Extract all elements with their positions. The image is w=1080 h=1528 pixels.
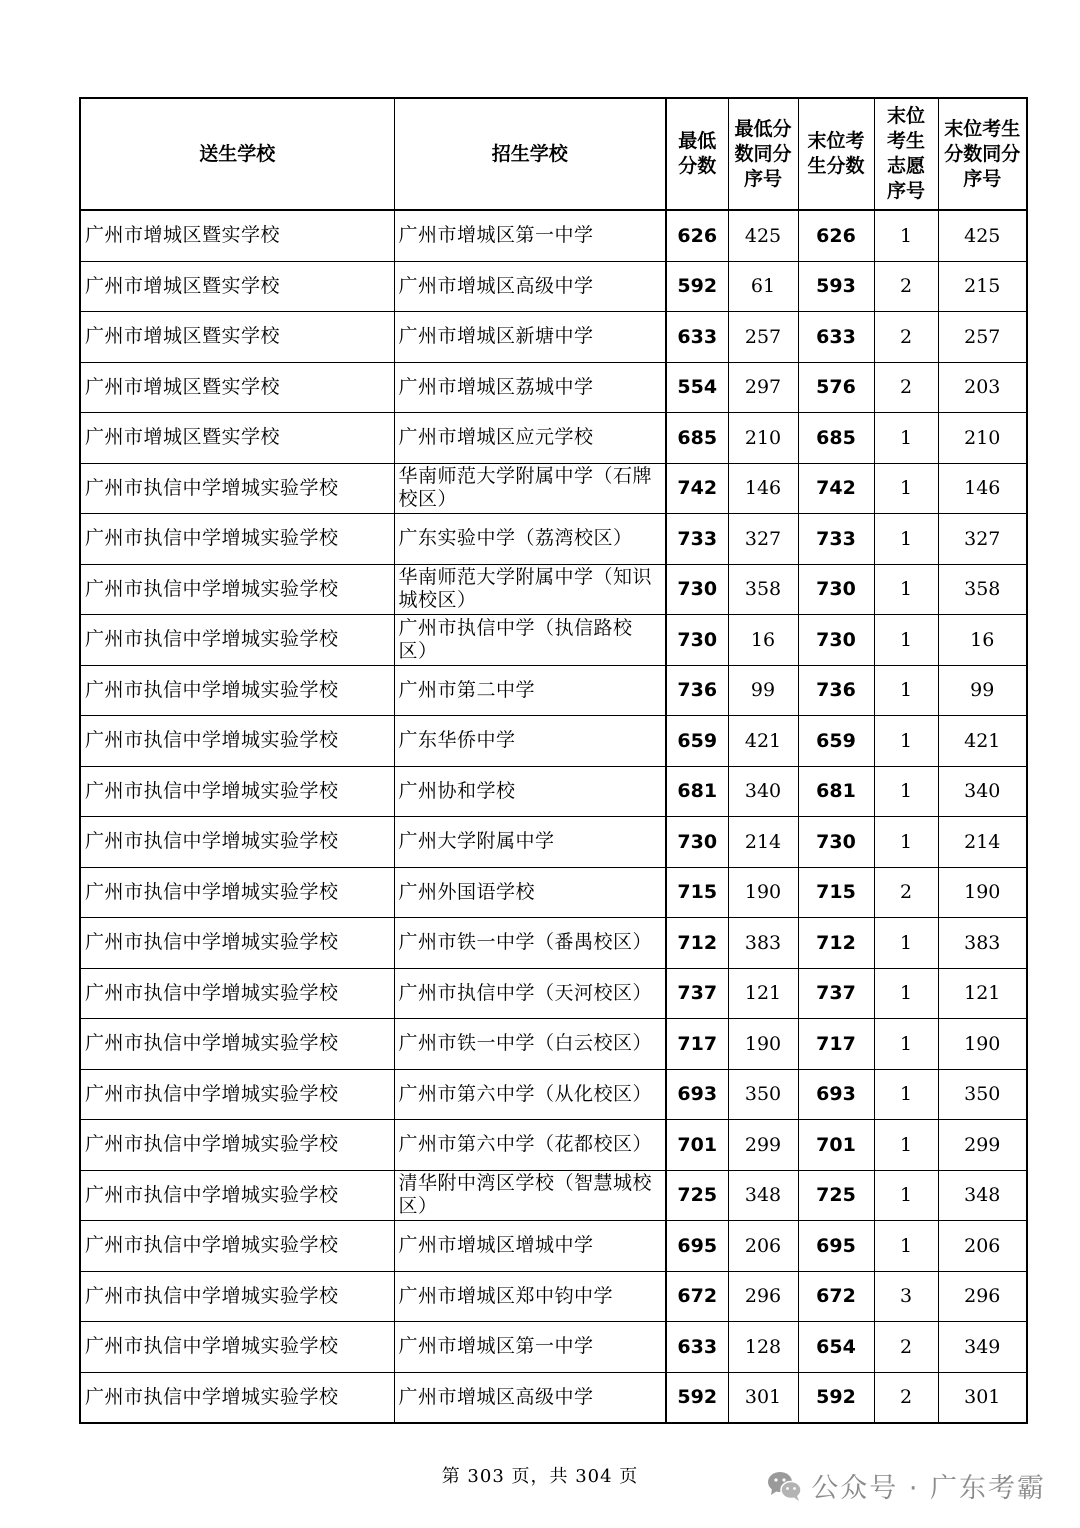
cell-receiver-school: 广东实验中学（荔湾校区）	[394, 514, 666, 565]
cell-last-preference: 1	[874, 817, 938, 868]
cell-sender-school: 广州市执信中学增城实验学校	[80, 615, 394, 666]
cell-receiver-school: 广州市第二中学	[394, 665, 666, 716]
cell-min-score-rank: 299	[728, 1120, 798, 1171]
cell-last-preference: 1	[874, 210, 938, 261]
cell-last-score: 695	[798, 1221, 874, 1272]
cell-sender-school: 广州市执信中学增城实验学校	[80, 665, 394, 716]
cell-receiver-school: 广州市执信中学（天河校区）	[394, 968, 666, 1019]
cell-last-preference: 1	[874, 665, 938, 716]
table-row	[80, 210, 1027, 261]
cell-min-score-rank: 383	[728, 918, 798, 969]
cell-sender-school: 广州市增城区暨实学校	[80, 210, 394, 261]
watermark	[767, 1466, 1046, 1505]
cell-last-rank: 296	[938, 1271, 1027, 1322]
cell-last-rank: 425	[938, 210, 1027, 261]
cell-min-score-rank: 425	[728, 210, 798, 261]
header-last-preference: 末位考生志愿序号	[874, 98, 938, 210]
table-row	[80, 817, 1027, 868]
cell-min-score-rank: 214	[728, 817, 798, 868]
cell-last-rank: 348	[938, 1170, 1027, 1221]
cell-min-score: 737	[666, 968, 728, 1019]
table-row	[80, 968, 1027, 1019]
cell-last-preference: 1	[874, 1120, 938, 1171]
cell-last-score: 654	[798, 1322, 874, 1373]
header-last-rank: 末位考生分数同分序号	[938, 98, 1027, 210]
cell-min-score-rank: 146	[728, 463, 798, 514]
cell-last-rank: 146	[938, 463, 1027, 514]
cell-last-rank: 190	[938, 1019, 1027, 1070]
cell-last-score: 701	[798, 1120, 874, 1171]
cell-sender-school: 广州市增城区暨实学校	[80, 413, 394, 464]
admission-table	[79, 97, 1028, 1424]
cell-min-score: 554	[666, 362, 728, 413]
cell-last-preference: 1	[874, 413, 938, 464]
cell-last-rank: 190	[938, 867, 1027, 918]
table-body	[80, 210, 1027, 1423]
cell-sender-school: 广州市执信中学增城实验学校	[80, 918, 394, 969]
cell-receiver-school: 广州市第六中学（从化校区）	[394, 1069, 666, 1120]
cell-last-preference: 2	[874, 312, 938, 363]
cell-min-score: 715	[666, 867, 728, 918]
cell-min-score: 633	[666, 1322, 728, 1373]
cell-min-score: 626	[666, 210, 728, 261]
cell-last-rank: 299	[938, 1120, 1027, 1171]
cell-last-preference: 1	[874, 1170, 938, 1221]
cell-last-preference: 2	[874, 362, 938, 413]
cell-min-score-rank: 257	[728, 312, 798, 363]
cell-min-score-rank: 348	[728, 1170, 798, 1221]
cell-last-preference: 1	[874, 716, 938, 767]
cell-receiver-school: 广州市增城区应元学校	[394, 413, 666, 464]
cell-min-score-rank: 206	[728, 1221, 798, 1272]
cell-last-score: 626	[798, 210, 874, 261]
cell-sender-school: 广州市执信中学增城实验学校	[80, 1120, 394, 1171]
cell-min-score: 730	[666, 817, 728, 868]
cell-last-rank: 16	[938, 615, 1027, 666]
table-row	[80, 1069, 1027, 1120]
header-sender-school: 送生学校	[80, 98, 394, 210]
cell-last-score: 712	[798, 918, 874, 969]
table-row	[80, 1372, 1027, 1423]
cell-min-score: 695	[666, 1221, 728, 1272]
cell-last-rank: 383	[938, 918, 1027, 969]
cell-last-rank: 327	[938, 514, 1027, 565]
cell-last-rank: 350	[938, 1069, 1027, 1120]
cell-receiver-school: 广州协和学校	[394, 766, 666, 817]
cell-last-score: 592	[798, 1372, 874, 1423]
cell-last-score: 736	[798, 665, 874, 716]
header-min-score: 最低分数	[666, 98, 728, 210]
cell-sender-school: 广州市执信中学增城实验学校	[80, 514, 394, 565]
cell-last-score: 685	[798, 413, 874, 464]
cell-min-score: 659	[666, 716, 728, 767]
table-row	[80, 362, 1027, 413]
cell-last-score: 672	[798, 1271, 874, 1322]
cell-min-score-rank: 190	[728, 867, 798, 918]
cell-last-rank: 358	[938, 564, 1027, 615]
table-row	[80, 716, 1027, 767]
table-header-row	[80, 98, 1027, 210]
cell-min-score-rank: 61	[728, 261, 798, 312]
cell-min-score: 672	[666, 1271, 728, 1322]
cell-sender-school: 广州市增城区暨实学校	[80, 261, 394, 312]
cell-last-rank: 215	[938, 261, 1027, 312]
cell-sender-school: 广州市执信中学增城实验学校	[80, 1322, 394, 1373]
cell-min-score: 685	[666, 413, 728, 464]
cell-min-score: 730	[666, 564, 728, 615]
cell-receiver-school: 广州大学附属中学	[394, 817, 666, 868]
cell-receiver-school: 广州市增城区郑中钧中学	[394, 1271, 666, 1322]
cell-receiver-school: 广东华侨中学	[394, 716, 666, 767]
table-row	[80, 312, 1027, 363]
cell-min-score: 712	[666, 918, 728, 969]
cell-receiver-school: 华南师范大学附属中学（知识城校区）	[394, 564, 666, 615]
page-number-text: 第 303 页，共 304 页	[441, 1466, 639, 1487]
cell-min-score: 701	[666, 1120, 728, 1171]
cell-last-score: 737	[798, 968, 874, 1019]
cell-sender-school: 广州市执信中学增城实验学校	[80, 817, 394, 868]
cell-sender-school: 广州市执信中学增城实验学校	[80, 1170, 394, 1221]
header-last-score: 末位考生分数	[798, 98, 874, 210]
cell-last-rank: 206	[938, 1221, 1027, 1272]
cell-min-score: 736	[666, 665, 728, 716]
cell-last-preference: 2	[874, 1322, 938, 1373]
cell-last-preference: 1	[874, 463, 938, 514]
cell-min-score: 592	[666, 1372, 728, 1423]
cell-min-score: 725	[666, 1170, 728, 1221]
cell-min-score: 717	[666, 1019, 728, 1070]
table-row	[80, 514, 1027, 565]
cell-last-rank: 203	[938, 362, 1027, 413]
cell-sender-school: 广州市执信中学增城实验学校	[80, 1019, 394, 1070]
cell-min-score: 633	[666, 312, 728, 363]
cell-last-score: 633	[798, 312, 874, 363]
cell-sender-school: 广州市执信中学增城实验学校	[80, 564, 394, 615]
table-row	[80, 867, 1027, 918]
cell-sender-school: 广州市执信中学增城实验学校	[80, 1069, 394, 1120]
cell-min-score: 742	[666, 463, 728, 514]
cell-last-score: 717	[798, 1019, 874, 1070]
cell-last-preference: 1	[874, 1221, 938, 1272]
cell-min-score-rank: 210	[728, 413, 798, 464]
cell-min-score-rank: 296	[728, 1271, 798, 1322]
cell-last-preference: 1	[874, 514, 938, 565]
cell-last-score: 715	[798, 867, 874, 918]
table-row	[80, 665, 1027, 716]
cell-min-score-rank: 301	[728, 1372, 798, 1423]
table-row	[80, 615, 1027, 666]
cell-receiver-school: 广州外国语学校	[394, 867, 666, 918]
cell-sender-school: 广州市执信中学增城实验学校	[80, 766, 394, 817]
cell-receiver-school: 广州市第六中学（花都校区）	[394, 1120, 666, 1171]
cell-last-rank: 121	[938, 968, 1027, 1019]
table-row	[80, 1170, 1027, 1221]
cell-receiver-school: 广州市增城区高级中学	[394, 1372, 666, 1423]
cell-last-score: 733	[798, 514, 874, 565]
cell-sender-school: 广州市执信中学增城实验学校	[80, 716, 394, 767]
cell-receiver-school: 华南师范大学附属中学（石牌校区）	[394, 463, 666, 514]
table-row	[80, 413, 1027, 464]
cell-last-rank: 421	[938, 716, 1027, 767]
cell-sender-school: 广州市增城区暨实学校	[80, 362, 394, 413]
cell-receiver-school: 广州市增城区高级中学	[394, 261, 666, 312]
cell-receiver-school: 广州市增城区第一中学	[394, 1322, 666, 1373]
cell-last-rank: 349	[938, 1322, 1027, 1373]
cell-min-score-rank: 421	[728, 716, 798, 767]
table-row	[80, 1271, 1027, 1322]
cell-min-score-rank: 190	[728, 1019, 798, 1070]
header-receiver-school: 招生学校	[394, 98, 666, 210]
cell-min-score: 681	[666, 766, 728, 817]
cell-last-rank: 257	[938, 312, 1027, 363]
wechat-icon	[767, 1470, 803, 1502]
cell-min-score: 693	[666, 1069, 728, 1120]
cell-receiver-school: 清华附中湾区学校（智慧城校区）	[394, 1170, 666, 1221]
table-row	[80, 1221, 1027, 1272]
cell-receiver-school: 广州市增城区增城中学	[394, 1221, 666, 1272]
cell-receiver-school: 广州市铁一中学（白云校区）	[394, 1019, 666, 1070]
cell-last-preference: 1	[874, 918, 938, 969]
cell-last-score: 725	[798, 1170, 874, 1221]
cell-last-rank: 340	[938, 766, 1027, 817]
table-row	[80, 766, 1027, 817]
cell-last-score: 730	[798, 817, 874, 868]
cell-sender-school: 广州市增城区暨实学校	[80, 312, 394, 363]
cell-last-preference: 2	[874, 261, 938, 312]
table-row	[80, 463, 1027, 514]
cell-sender-school: 广州市执信中学增城实验学校	[80, 1372, 394, 1423]
table-row	[80, 261, 1027, 312]
cell-last-preference: 1	[874, 1019, 938, 1070]
cell-min-score-rank: 350	[728, 1069, 798, 1120]
cell-sender-school: 广州市执信中学增城实验学校	[80, 968, 394, 1019]
cell-sender-school: 广州市执信中学增城实验学校	[80, 463, 394, 514]
cell-receiver-school: 广州市执信中学（执信路校区）	[394, 615, 666, 666]
watermark-text: 公众号 · 广东考霸	[811, 1473, 1046, 1504]
cell-min-score-rank: 121	[728, 968, 798, 1019]
cell-sender-school: 广州市执信中学增城实验学校	[80, 1221, 394, 1272]
cell-last-score: 730	[798, 564, 874, 615]
table-row	[80, 918, 1027, 969]
cell-last-score: 659	[798, 716, 874, 767]
cell-last-rank: 214	[938, 817, 1027, 868]
cell-last-preference: 1	[874, 766, 938, 817]
cell-min-score: 733	[666, 514, 728, 565]
cell-last-score: 576	[798, 362, 874, 413]
cell-min-score-rank: 297	[728, 362, 798, 413]
cell-last-preference: 2	[874, 867, 938, 918]
cell-min-score: 730	[666, 615, 728, 666]
cell-last-preference: 1	[874, 564, 938, 615]
cell-min-score-rank: 327	[728, 514, 798, 565]
cell-last-rank: 210	[938, 413, 1027, 464]
cell-min-score-rank: 358	[728, 564, 798, 615]
cell-sender-school: 广州市执信中学增城实验学校	[80, 1271, 394, 1322]
cell-min-score: 592	[666, 261, 728, 312]
cell-receiver-school: 广州市增城区第一中学	[394, 210, 666, 261]
cell-last-rank: 99	[938, 665, 1027, 716]
table-row	[80, 1019, 1027, 1070]
cell-receiver-school: 广州市铁一中学（番禺校区）	[394, 918, 666, 969]
header-min-score-rank: 最低分数同分序号	[728, 98, 798, 210]
cell-sender-school: 广州市执信中学增城实验学校	[80, 867, 394, 918]
cell-receiver-school: 广州市增城区新塘中学	[394, 312, 666, 363]
table-row	[80, 1120, 1027, 1171]
cell-last-preference: 1	[874, 615, 938, 666]
cell-last-score: 593	[798, 261, 874, 312]
cell-last-score: 693	[798, 1069, 874, 1120]
cell-last-score: 742	[798, 463, 874, 514]
cell-min-score-rank: 128	[728, 1322, 798, 1373]
cell-last-rank: 301	[938, 1372, 1027, 1423]
cell-min-score-rank: 340	[728, 766, 798, 817]
cell-last-preference: 2	[874, 1372, 938, 1423]
cell-min-score-rank: 16	[728, 615, 798, 666]
cell-last-score: 730	[798, 615, 874, 666]
cell-last-score: 681	[798, 766, 874, 817]
cell-min-score-rank: 99	[728, 665, 798, 716]
cell-receiver-school: 广州市增城区荔城中学	[394, 362, 666, 413]
table-row	[80, 564, 1027, 615]
table-row	[80, 1322, 1027, 1373]
cell-last-preference: 1	[874, 1069, 938, 1120]
cell-last-preference: 1	[874, 968, 938, 1019]
cell-last-preference: 3	[874, 1271, 938, 1322]
